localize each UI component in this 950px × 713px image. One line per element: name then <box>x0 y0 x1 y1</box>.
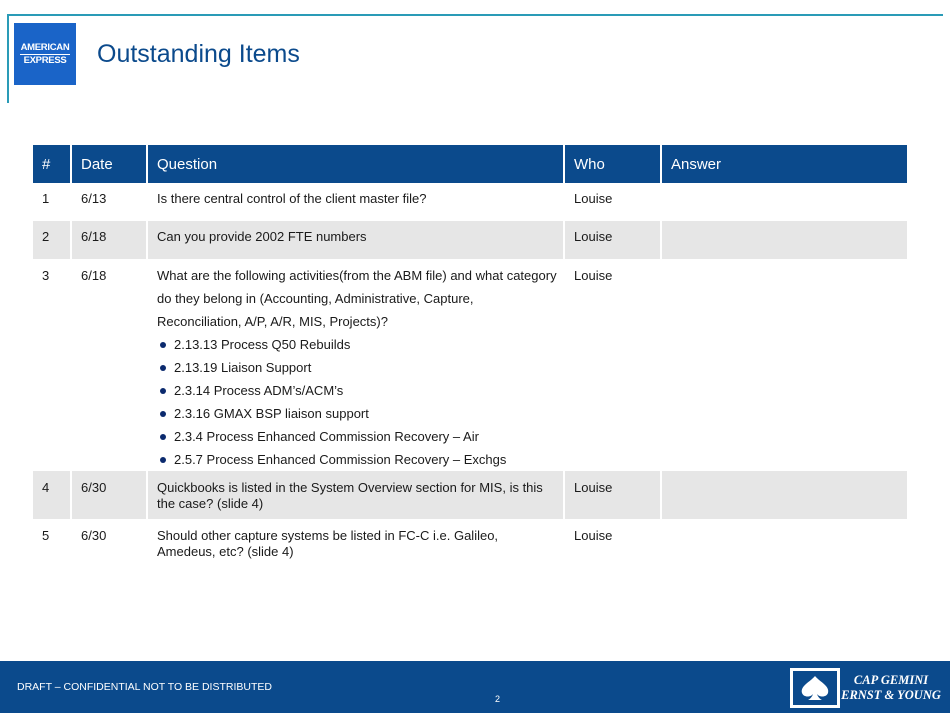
footer-bar <box>0 661 950 713</box>
top-divider <box>7 14 943 16</box>
cell-number: 1 <box>33 183 71 221</box>
cell-answer <box>661 471 907 519</box>
brand-wordmark <box>840 668 942 708</box>
cell-number: 2 <box>33 221 71 259</box>
column-header-who: Who <box>564 145 661 183</box>
cell-who: Louise <box>564 183 661 221</box>
cell-question: Can you provide 2002 FTE numbers <box>147 221 564 259</box>
cell-date: 6/18 <box>71 221 147 259</box>
cell-date: 6/18 <box>71 259 147 471</box>
logo-line-1: AMERICAN <box>20 41 70 53</box>
spade-icon <box>793 671 837 705</box>
confidential-notice: DRAFT – CONFIDENTIAL NOT TO BE DISTRIBUTED <box>17 681 272 693</box>
cell-answer <box>661 221 907 259</box>
table-row <box>33 259 907 471</box>
cell-who: Louise <box>564 221 661 259</box>
cell-answer <box>661 259 907 471</box>
cell-who: Louise <box>564 519 661 568</box>
page-title: Outstanding Items <box>97 40 300 68</box>
american-express-logo <box>14 23 76 85</box>
table-header-row <box>33 145 907 183</box>
cell-date: 6/30 <box>71 471 147 519</box>
cell-date: 6/13 <box>71 183 147 221</box>
list-item: 2.3.16 GMAX BSP liaison support <box>157 402 557 425</box>
table-row <box>33 221 907 259</box>
cell-question: Quickbooks is listed in the System Overview section for MIS, is this the case? (slide 4) <box>147 471 564 519</box>
logo-line-2: EXPRESS <box>23 54 67 66</box>
column-header-answer: Answer <box>661 145 907 183</box>
cell-date: 6/30 <box>71 519 147 568</box>
cell-question <box>147 259 564 471</box>
cell-number: 3 <box>33 259 71 471</box>
question-text: What are the following activities(from the ABM file) and what category do they belong in (Accounting, Administrative, Capture, Reconciliation, A/P, A/R, MIS, Projects)? <box>157 268 557 329</box>
outstanding-items-table <box>33 145 907 568</box>
cell-answer <box>661 519 907 568</box>
cell-answer <box>661 183 907 221</box>
cap-gemini-ernst-young-logo <box>790 668 942 708</box>
table-row <box>33 519 907 568</box>
table-row <box>33 183 907 221</box>
column-header-number: # <box>33 145 71 183</box>
left-divider <box>7 14 9 103</box>
cell-question: Should other capture systems be listed in FC-C i.e. Galileo, Amedeus, etc? (slide 4) <box>147 519 564 568</box>
cell-who: Louise <box>564 259 661 471</box>
table-row <box>33 471 907 519</box>
cell-number: 5 <box>33 519 71 568</box>
list-item: 2.13.19 Liaison Support <box>157 356 557 379</box>
column-header-question: Question <box>147 145 564 183</box>
cell-question: Is there central control of the client master file? <box>147 183 564 221</box>
activity-list <box>157 333 557 471</box>
cell-number: 4 <box>33 471 71 519</box>
list-item: 2.3.14 Process ADM’s/ACM’s <box>157 379 557 402</box>
brand-line-1: CAP GEMINI <box>853 673 929 687</box>
list-item: 2.5.7 Process Enhanced Commission Recovery – Exchgs <box>157 448 557 471</box>
list-item: 2.3.4 Process Enhanced Commission Recovery – Air <box>157 425 557 448</box>
cell-who: Louise <box>564 471 661 519</box>
column-header-date: Date <box>71 145 147 183</box>
list-item: 2.13.13 Process Q50 Rebuilds <box>157 333 557 356</box>
brand-line-2: ERNST & YOUNG <box>841 688 941 702</box>
page-number: 2 <box>495 694 501 704</box>
